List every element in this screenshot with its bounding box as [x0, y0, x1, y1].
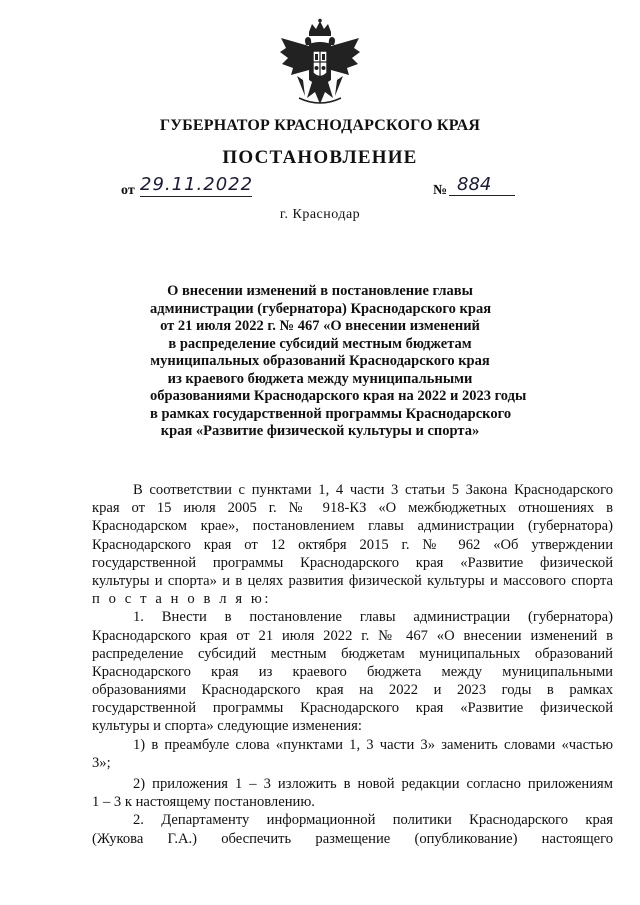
- issuer-title: ГУБЕРНАТОР КРАСНОДАРСКОГО КРАЯ: [159, 117, 481, 134]
- body-line: образованиями Краснодарского края на 2022 и 2023 годы в рамках: [92, 682, 613, 699]
- body-line: государственной программы Краснодарского края «Развитие физической: [92, 700, 613, 717]
- subject-line: из краевого бюджета между муниципальными: [167, 370, 473, 387]
- body-line: 1. Внести в постановление главы администрации (губернатора): [133, 609, 613, 626]
- document-subject: [150, 283, 527, 441]
- body-line: 1 – 3 к настоящему постановлению.: [92, 794, 315, 811]
- body-line: Краснодарского края из краевого бюджета между муниципальными: [92, 663, 613, 680]
- body-line: края от 15 июля 2005 г. № 918-КЗ «О межбюджетных отношениях в: [92, 500, 613, 517]
- body-line: 3»;: [92, 754, 111, 771]
- coat-of-arms-emblem: [279, 18, 361, 108]
- document-number: 884: [449, 174, 515, 196]
- subject-line: администрации (губернатора) Краснодарского края: [150, 300, 492, 317]
- number-prefix: №: [433, 183, 448, 198]
- subject-line: в распределение субсидий местным бюджетам: [168, 335, 472, 352]
- subject-line: муниципальных образований Краснодарского края: [150, 353, 490, 369]
- body-line: 2) приложения 1 – 3 изложить в новой редакции согласно приложениям: [133, 776, 613, 792]
- body-line: Краснодарском крае», постановлением главы администрации (губернатора): [92, 518, 613, 535]
- body-line: Краснодарского края от 21 июля 2022 г. № 467 «О внесении изменений в: [92, 627, 613, 644]
- document-type: ПОСТАНОВЛЕНИЕ: [222, 147, 418, 168]
- body-line: государственной программы Краснодарского края «Развитие физической: [92, 554, 613, 571]
- subject-line: края «Развитие физической культуры и спорта»: [160, 423, 480, 439]
- subject-line: от 21 июля 2022 г. № 467 «О внесении изменений: [160, 318, 480, 334]
- subject-line: О внесении изменений в постановление главы: [167, 283, 473, 299]
- body-line: распределение субсидий местным бюджетам муниципальных образований: [92, 645, 613, 662]
- subject-line: образованиями Краснодарского края на 2022 и 2023 годы: [150, 388, 527, 404]
- body-line: 1) в преамбуле слова «пунктами 1, 3 части 3» заменить словами «частью: [133, 736, 613, 753]
- body-line: В соответствии с пунктами 1, 4 части 3 статьи 5 Закона Краснодарского: [133, 482, 613, 498]
- resolution-word: п о с т а н о в л я ю:: [92, 591, 272, 608]
- body-line: 2. Департаменту информационной политики Краснодарского края: [133, 812, 613, 829]
- body-line: Краснодарского края от 12 октября 2015 г. № 962 «Об утверждении: [92, 536, 613, 553]
- document-body: [92, 481, 613, 848]
- body-line: культуры и спорта» и в целях развития физической культуры и массового спорта: [92, 572, 613, 589]
- subject-line: в рамках государственной программы Краснодарского: [150, 405, 512, 422]
- body-line: культуры и спорта» следующие изменения:: [92, 718, 362, 735]
- date-value: 29.11.2022: [140, 174, 254, 195]
- city: г. Краснодар: [279, 207, 361, 222]
- body-line: (Жукова Г.А.) обеспечить размещение (опубликование) настоящего: [92, 830, 613, 847]
- date-prefix: от: [121, 183, 135, 198]
